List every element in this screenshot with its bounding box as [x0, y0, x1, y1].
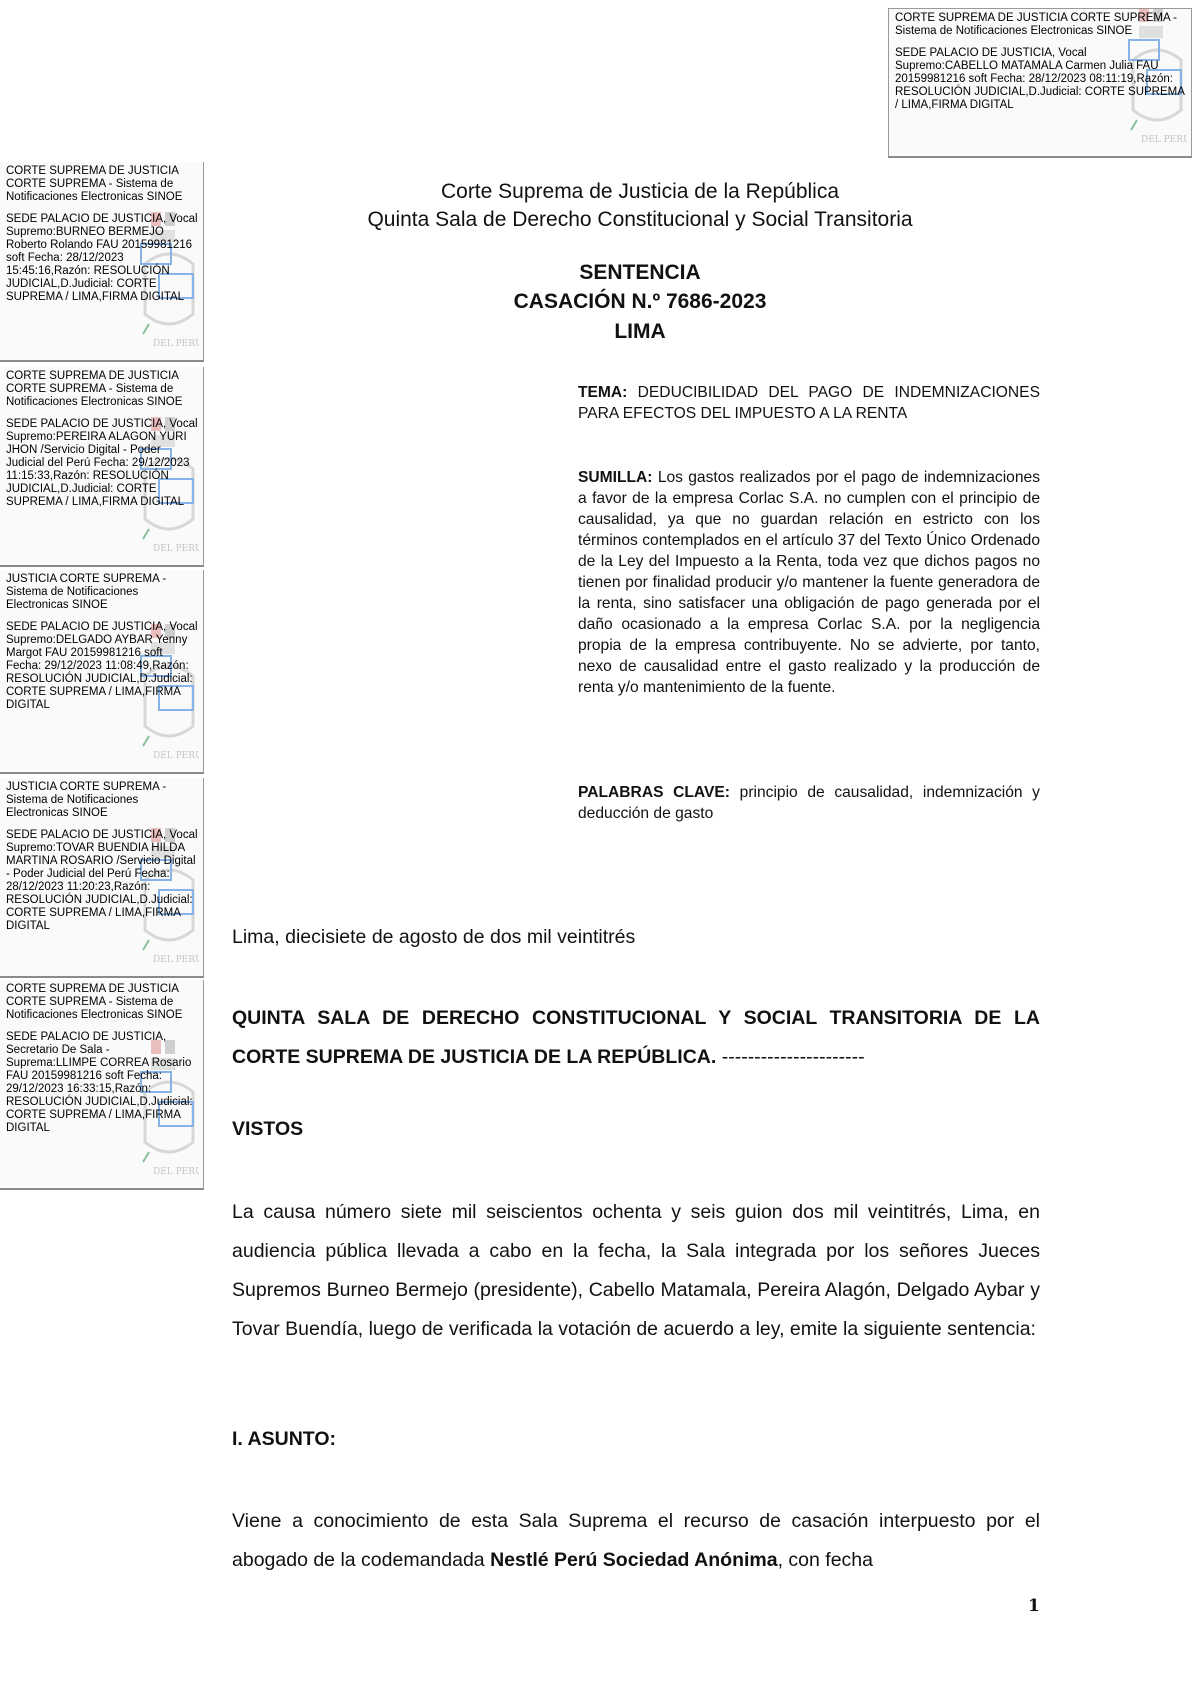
chamber-heading-dashes: ---------------------- — [716, 1046, 865, 1068]
signature-stamp-side — [0, 162, 204, 362]
signature-stamp-side — [0, 367, 204, 567]
resolution-date: Lima, diecisiete de agosto de dos mil veintitrés — [232, 926, 636, 948]
chamber-name: Quinta Sala de Derecho Constitucional y Social Transitoria — [367, 208, 913, 231]
stamp-details: SEDE PALACIO DE JUSTICIA, Vocal Supremo:TOVAR BUENDIA HILDA MARTINA ROSARIO /Servicio Digital - Poder Judicial del Perú Fecha: 28/12/2023 11:20:23,Razón: RESOLUCIÓN JUDICIAL,D.Judicial: CORTE SUPREMA / LIMA,FIRMA DIGITAL — [6, 829, 201, 932]
stamp-details: SEDE PALACIO DE JUSTICIA, Secretario De Sala - Suprema:LLIMPE CORREA Rosario FAU 20159981216 soft Fecha: 29/12/2023 16:33:15,Razón: RESOLUCIÓN JUDICIAL,D.Judicial: CORTE SUPREMA / LIMA,FIRMA DIGITAL — [6, 1031, 196, 1134]
stamp-details: SEDE PALACIO DE JUSTICIA, Vocal Supremo:DELGADO AYBAR Yenny Margot FAU 20159981216 soft Fecha: 29/12/2023 11:08:49,Razón: RESOLUCIÓN JUDICIAL,D.Judicial: CORTE SUPREMA / LIMA,FIRMA DIGITAL — [6, 621, 201, 711]
page-number: 1 — [1028, 1596, 1040, 1616]
signature-stamp-top — [888, 8, 1192, 158]
sumilla-text: Los gastos realizados por el pago de indemnizaciones a favor de la empresa Corlac S.A. no cumplen con el principio de causalidad, ya que no guardan relación en estricto con los términos contemplados en el artículo 37 del Texto Único Ordenado de la Ley del Impuesto a la Renta, toda vez que dichos pagos no tienen por finalidad producir y/o mantener la fuente generadora de la renta, sino satisfacer una obligación de pago generada por el daño ocasionado a la empresa Corlac S.A. por la negligencia propia de la empresa contribuyente. No se advierte, por tanto, nexo de causalidad entre el gasto realizado y la producción de renta y/o mantenimiento de la fuente. — [578, 469, 1040, 696]
section-heading-asunto: I. ASUNTO: — [232, 1428, 337, 1450]
document-type: SENTENCIA — [579, 261, 701, 284]
asunto-text-end: , con fecha — [777, 1549, 873, 1571]
asunto-text-start: Viene a conocimiento de esta Sala Suprema el recurso de casación interpuesto por el abogado de la codemandada — [232, 1510, 1040, 1571]
stamp-header: JUSTICIA CORTE SUPREMA - Sistema de Notificaciones Electronicas SINOE — [6, 781, 170, 819]
case-location: LIMA — [614, 320, 666, 343]
court-name: Corte Suprema de Justicia de la República — [440, 180, 840, 203]
case-number: CASACIÓN N.º 7686-2023 — [513, 290, 767, 313]
signature-stamp-side — [0, 980, 204, 1190]
stamp-details: SEDE PALACIO DE JUSTICIA, Vocal Supremo:BURNEO BERMEJO Roberto Rolando FAU 20159981216 soft Fecha: 28/12/2023 15:45:16,Razón: RESOLUCIÓN JUDICIAL,D.Judicial: CORTE SUPREMA / LIMA,FIRMA DIGITAL — [6, 213, 201, 303]
stamp-header: CORTE SUPREMA DE JUSTICIA CORTE SUPREMA - Sistema de Notificaciones Electronicas SINOE — [6, 370, 183, 408]
signature-stamp-side — [0, 570, 204, 774]
tema-block — [578, 382, 1040, 424]
tema-text: DEDUCIBILIDAD DEL PAGO DE INDEMNIZACIONES PARA EFECTOS DEL IMPUESTO A LA RENTA — [578, 384, 1040, 422]
keywords-label: PALABRAS CLAVE: — [578, 784, 730, 801]
stamp-header: CORTE SUPREMA DE JUSTICIA CORTE SUPREMA - Sistema de Notificaciones Electronicas SINOE — [6, 165, 183, 203]
vistos-paragraph: La causa número siete mil seiscientos ochenta y seis guion dos mil veintitrés, Lima, en audiencia pública llevada a cabo en la fecha, la Sala integrada por los señores Jueces Supremos Burneo Bermejo (presidente), Cabello Matamala, Pereira Alagón, Delgado Aybar y Tovar Buendía, luego de verificada la votación de acuerdo a ley, emite la siguiente sentencia: — [232, 1201, 1040, 1340]
tema-label: TEMA: — [578, 384, 628, 401]
keywords-text: principio de causalidad, indemnización y deducción de gasto — [578, 784, 1040, 822]
stamp-details: SEDE PALACIO DE JUSTICIA, Vocal Supremo:CABELLO MATAMALA Carmen Julia FAU 20159981216 soft Fecha: 28/12/2023 08:11:19,Razón: RESOLUCIÓN JUDICIAL,D.Judicial: CORTE SUPREMA / LIMA,FIRMA DIGITAL — [895, 47, 1188, 111]
chamber-heading-text: QUINTA SALA DE DERECHO CONSTITUCIONAL Y SOCIAL TRANSITORIA DE LA CORTE SUPREMA DE JUSTICIA DE LA REPÚBLICA. — [232, 1007, 1040, 1068]
sumilla-label: SUMILLA: — [578, 469, 653, 486]
keywords-block — [578, 782, 1040, 824]
asunto-paragraph — [232, 1502, 1040, 1580]
stamp-header: JUSTICIA CORTE SUPREMA - Sistema de Notificaciones Electronicas SINOE — [6, 573, 170, 611]
stamp-header: CORTE SUPREMA DE JUSTICIA CORTE SUPREMA - Sistema de Notificaciones Electronicas SINOE — [6, 983, 183, 1021]
stamp-header: CORTE SUPREMA DE JUSTICIA CORTE SUPREMA - Sistema de Notificaciones Electronicas SINOE — [895, 12, 1181, 37]
signature-stamp-side — [0, 778, 204, 978]
chamber-heading — [232, 999, 1040, 1077]
sumilla-block — [578, 467, 1040, 698]
section-heading-vistos: VISTOS — [232, 1118, 304, 1140]
party-name: Nestlé Perú Sociedad Anónima — [490, 1549, 778, 1571]
stamp-details: SEDE PALACIO DE JUSTICIA, Vocal Supremo:PEREIRA ALAGON YURI JHON /Servicio Digital - Poder Judicial del Perú Fecha: 29/12/2023 11:15:33,Razón: RESOLUCIÓN JUDICIAL,D.Judicial: CORTE SUPREMA / LIMA,FIRMA DIGITAL — [6, 418, 201, 508]
